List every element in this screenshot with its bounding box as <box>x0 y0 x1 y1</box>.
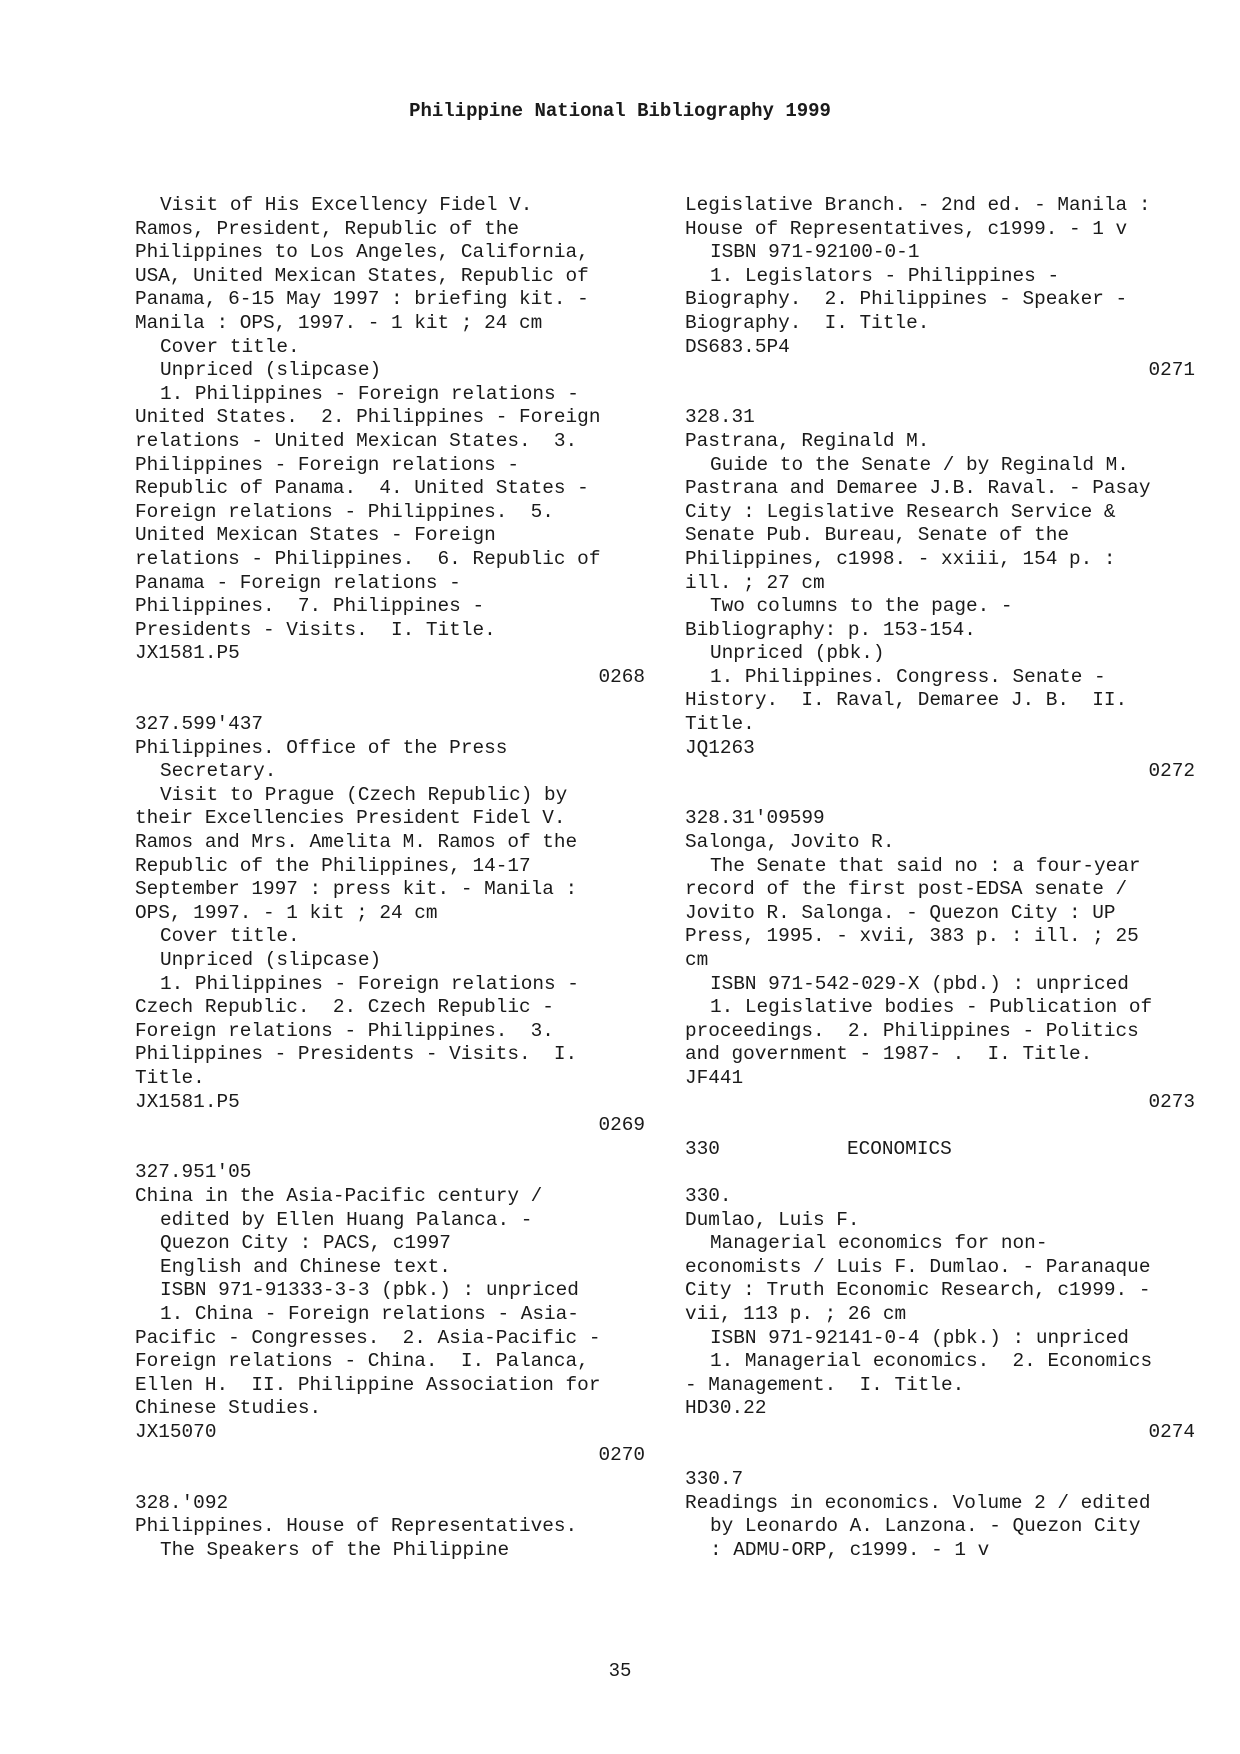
entry-line: Unpriced (pbk.) <box>710 642 885 665</box>
entry-line: relations - United Mexican States. 3. <box>135 429 578 452</box>
entry-line: Legislative Branch. - 2nd ed. - Manila : <box>685 194 1151 216</box>
entry-line: JX1581.P5 <box>135 642 240 665</box>
entry-line: Title. <box>685 713 755 736</box>
entry-line: USA, United Mexican States, Republic of <box>135 264 589 287</box>
bibliography-entry <box>685 1468 1195 1562</box>
entry-line: City : Legislative Research Service & <box>685 500 1116 523</box>
page-title: Philippine National Bibliography 1999 <box>409 100 831 122</box>
entry-line: Philippines. Office of the Press <box>135 736 508 759</box>
entry-line: Biography. 2. Philippines - Speaker - <box>685 288 1128 311</box>
entry-line: Cover title. <box>160 335 300 358</box>
entry-line: 1. Managerial economics. 2. Economics <box>710 1350 1153 1373</box>
bibliography-entry <box>135 713 645 1138</box>
entry-line: 1. Philippines - Foreign relations - <box>160 382 579 405</box>
entry-line: HD30.22 <box>685 1397 767 1420</box>
entry-line: 328.31'09599 <box>685 807 825 830</box>
right-column <box>685 194 1195 1586</box>
entry-line: ISBN 971-542-029-X (pbd.) : unpriced <box>710 972 1129 995</box>
entry-line: United Mexican States - Foreign <box>135 524 496 547</box>
entry-number: 0268 <box>598 665 645 688</box>
bibliography-entry <box>135 1161 645 1468</box>
entry-line: September 1997 : press kit. - Manila : <box>135 878 578 901</box>
entry-line: cm <box>685 949 709 971</box>
bibliography-entry <box>135 194 645 689</box>
entry-line: economists / Luis F. Dumlao. - Paranaque <box>685 1255 1151 1278</box>
entry-line: Manila : OPS, 1997. - 1 kit ; 24 cm <box>135 311 543 334</box>
entry-line: Biography. I. Title. <box>685 311 930 334</box>
entry-line: 328.'092 <box>135 1491 229 1514</box>
entry-line: Foreign relations - Philippines. 5. <box>135 500 554 523</box>
entry-line: Secretary. <box>160 760 277 783</box>
section-heading <box>685 1138 1195 1162</box>
entry-line: : ADMU-ORP, c1999. - 1 v <box>710 1538 990 1561</box>
entry-line: Title. <box>135 1066 205 1089</box>
entry-line: China in the Asia-Pacific century / <box>135 1184 543 1207</box>
entry-line: OPS, 1997. - 1 kit ; 24 cm <box>135 901 438 924</box>
entry-line: The Speakers of the Philippine <box>160 1538 510 1561</box>
entry-line: proceedings. 2. Philippines - Politics <box>685 1019 1139 1042</box>
entry-line: DS683.5P4 <box>685 335 790 358</box>
entry-line: Panama - Foreign relations - <box>135 571 461 594</box>
entry-line: Jovito R. Salonga. - Quezon City : UP <box>685 901 1116 924</box>
entry-line: House of Representatives, c1999. - 1 v <box>685 217 1128 240</box>
section-code: 330 <box>685 1137 720 1160</box>
entry-line: - Management. I. Title. <box>685 1373 965 1396</box>
entry-number: 0270 <box>598 1444 645 1467</box>
entry-line: Readings in economics. Volume 2 / edited <box>685 1491 1151 1514</box>
entry-line: ISBN 971-91333-3-3 (pbk.) : unpriced <box>160 1279 579 1302</box>
entry-line: Ellen H. II. Philippine Association for <box>135 1373 601 1396</box>
entry-line: JX15070 <box>135 1420 217 1443</box>
entry-line: Senate Pub. Bureau, Senate of the <box>685 524 1069 547</box>
entry-line: Panama, 6-15 May 1997 : briefing kit. - <box>135 288 589 311</box>
entry-number: 0272 <box>1148 760 1195 783</box>
entry-line: Visit to Prague (Czech Republic) by <box>160 783 568 806</box>
entry-line: Republic of the Philippines, 14-17 <box>135 854 531 877</box>
section-label: ECONOMICS <box>847 1137 952 1160</box>
entry-line: Philippines - Foreign relations - <box>135 453 519 476</box>
entry-line: Philippines. House of Representatives. <box>135 1515 578 1538</box>
entry-line: Two columns to the page. - <box>710 595 1013 618</box>
entry-line: 327.951'05 <box>135 1161 252 1184</box>
entry-line: Chinese Studies. <box>135 1397 322 1420</box>
entry-line: Unpriced (slipcase) <box>160 359 382 382</box>
entry-number: 0271 <box>1148 359 1195 382</box>
bibliography-entry <box>685 807 1195 1114</box>
entry-line: United States. 2. Philippines - Foreign <box>135 406 601 429</box>
entry-line: 330.7 <box>685 1468 744 1491</box>
entry-line: 1. Philippines. Congress. Senate - <box>710 665 1106 688</box>
entry-line: Pastrana and Demaree J.B. Raval. - Pasay <box>685 477 1151 500</box>
entry-number: 0273 <box>1148 1090 1195 1113</box>
entry-line: ill. ; 27 cm <box>685 571 825 594</box>
entry-line: City : Truth Economic Research, c1999. - <box>685 1279 1151 1302</box>
entry-number: 0269 <box>598 1114 645 1137</box>
entry-line: JF441 <box>685 1066 744 1089</box>
page-number: 35 <box>608 1660 632 1682</box>
entry-line: Pastrana, Reginald M. <box>685 429 930 452</box>
entry-line: 1. Philippines - Foreign relations - <box>160 972 579 995</box>
entry-line: Ramos and Mrs. Amelita M. Ramos of the <box>135 831 578 854</box>
entry-line: Quezon City : PACS, c1997 <box>160 1232 451 1255</box>
entry-line: The Senate that said no : a four-year <box>710 854 1141 877</box>
entry-line: Bibliography: p. 153-154. <box>685 618 976 641</box>
entry-line: 1. Legislators - Philippines - <box>710 264 1060 287</box>
entry-line: Philippines - Presidents - Visits. I. <box>135 1043 578 1066</box>
entry-line: Foreign relations - Philippines. 3. <box>135 1019 554 1042</box>
entry-line: JQ1263 <box>685 736 755 759</box>
entry-line: Philippines. 7. Philippines - <box>135 595 485 618</box>
entry-line: 330. <box>685 1184 732 1207</box>
entry-line: edited by Ellen Huang Palanca. - <box>160 1208 533 1231</box>
entry-line: Press, 1995. - xvii, 383 p. : ill. ; 25 <box>685 925 1139 948</box>
entry-line: Pacific - Congresses. 2. Asia-Pacific - <box>135 1326 601 1349</box>
entry-line: their Excellencies President Fidel V. <box>135 807 566 830</box>
entry-line: and government - 1987- . I. Title. <box>685 1043 1093 1066</box>
left-column <box>135 194 645 1586</box>
entry-line: Cover title. <box>160 925 300 948</box>
entry-line: ISBN 971-92141-0-4 (pbk.) : unpriced <box>710 1326 1129 1349</box>
bibliography-entry <box>685 194 1195 383</box>
entry-line: History. I. Raval, Demaree J. B. II. <box>685 689 1128 712</box>
entry-line: Republic of Panama. 4. United States - <box>135 477 589 500</box>
entry-line: Managerial economics for non- <box>710 1232 1048 1255</box>
bibliography-entry <box>685 406 1195 784</box>
entry-line: vii, 113 p. ; 26 cm <box>685 1302 907 1325</box>
entry-line: JX1581.P5 <box>135 1090 240 1113</box>
entry-line: English and Chinese text. <box>160 1255 451 1278</box>
entry-line: Foreign relations - China. I. Palanca, <box>135 1350 589 1373</box>
entry-line: ISBN 971-92100-0-1 <box>710 241 920 264</box>
entry-line: Guide to the Senate / by Reginald M. <box>710 453 1129 476</box>
bibliography-entry <box>685 1185 1195 1445</box>
entry-line: 328.31 <box>685 406 755 429</box>
entry-line: 1. China - Foreign relations - Asia- <box>160 1302 579 1325</box>
entry-line: Philippines, c1998. - xxiii, 154 p. : <box>685 547 1116 570</box>
entry-line: Presidents - Visits. I. Title. <box>135 618 496 641</box>
entry-line: Czech Republic. 2. Czech Republic - <box>135 996 554 1019</box>
entry-line: 1. Legislative bodies - Publication of <box>710 996 1153 1019</box>
entry-line: Visit of His Excellency Fidel V. <box>160 194 533 216</box>
bibliography-entry <box>135 1492 645 1563</box>
entry-line: by Leonardo A. Lanzona. - Quezon City <box>710 1515 1141 1538</box>
entry-line: 327.599'437 <box>135 713 263 736</box>
entry-line: record of the first post-EDSA senate / <box>685 878 1128 901</box>
entry-line: Dumlao, Luis F. <box>685 1208 860 1231</box>
entry-number: 0274 <box>1148 1420 1195 1443</box>
entry-line: relations - Philippines. 6. Republic of <box>135 547 601 570</box>
entry-line: Salonga, Jovito R. <box>685 831 895 854</box>
entry-line: Philippines to Los Angeles, California, <box>135 241 589 264</box>
entry-line: Unpriced (slipcase) <box>160 949 382 971</box>
entry-line: Ramos, President, Republic of the <box>135 217 519 240</box>
